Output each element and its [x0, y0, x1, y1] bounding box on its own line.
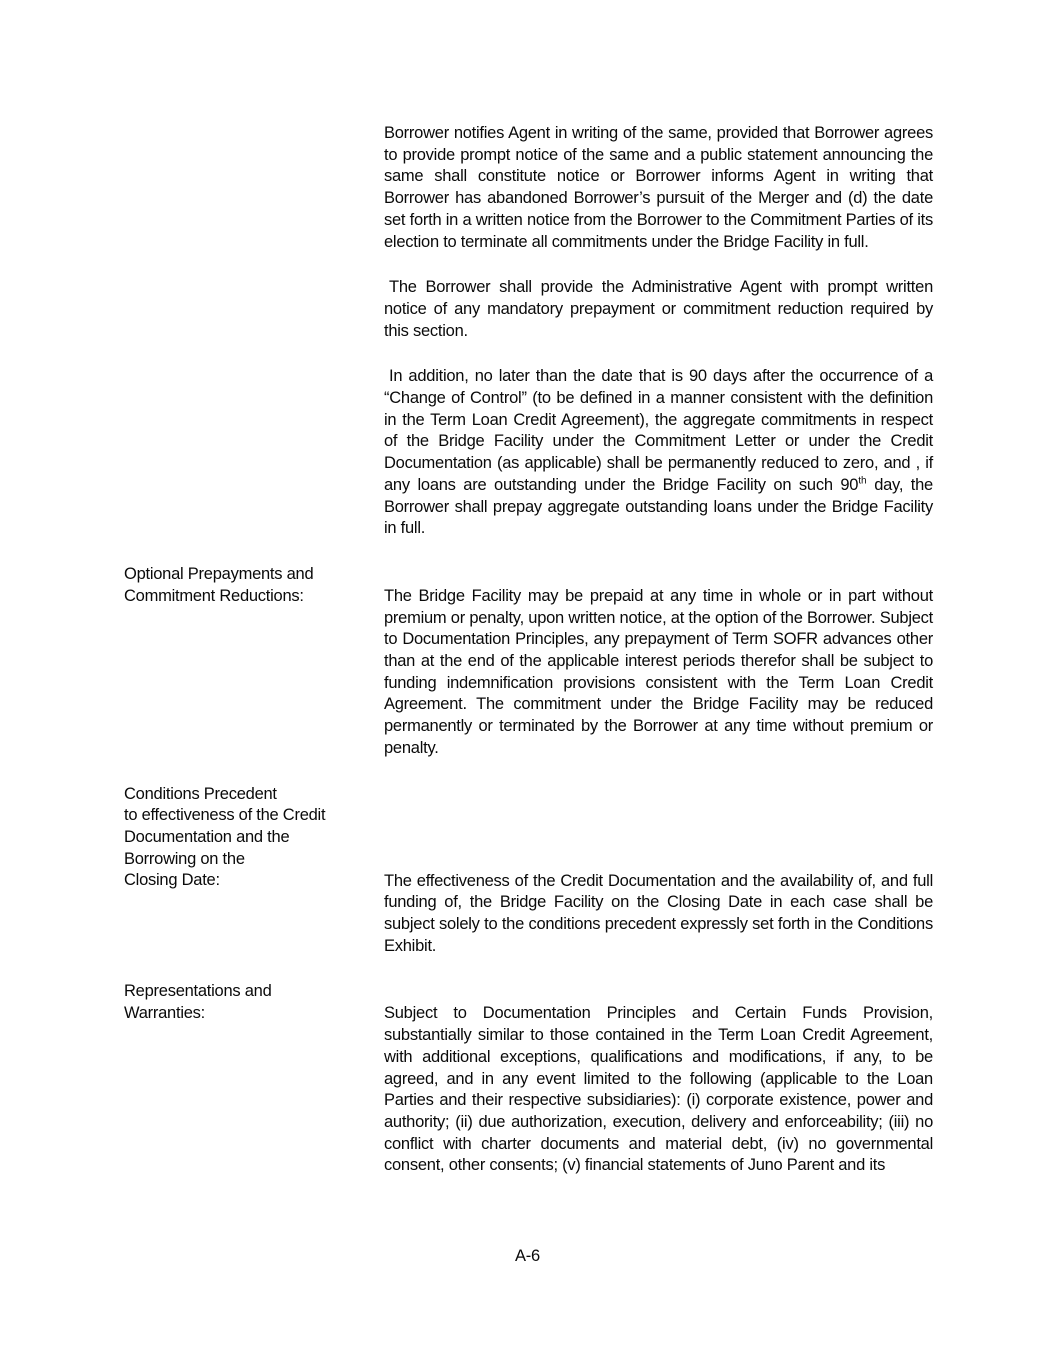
section-body [384, 123, 933, 540]
term-label-conditions-precedent [124, 784, 384, 958]
section-body [384, 981, 933, 1177]
paragraph-conditions-precedent: The effectiveness of the Credit Documentation and the availability of, and full funding of, the Bridge Facility on the Closing Date in each case shall be subject solely to the conditions precedent expressly set forth in the Conditions Exhibit. [384, 871, 933, 955]
term-label-line: to effectiveness of the Credit [124, 806, 326, 825]
section-conditions-precedent [124, 784, 933, 958]
section-body [384, 564, 933, 760]
paragraph-admin-agent-notice: The Borrower shall provide the Administrative Agent with prompt written notice of any mandatory prepayment or commitment reduction required by this section. [384, 278, 933, 340]
page-footer [0, 1246, 1055, 1268]
term-label-line: Representations and [124, 982, 272, 1001]
term-label-empty [124, 123, 384, 540]
term-label-line: Conditions Precedent [124, 784, 277, 803]
term-label-line: Commitment Reductions: [124, 586, 304, 605]
paragraph-text-run: In addition, no later than the date that is 90 days after the occurrence of a “Change of Control” (to be defined in a manner consistent with the definition in the Term Loan Credit Agreement), the aggregate commitments in respect of the Bridge Facility under the Commitment Letter or under the Credit Documentation (as applicable) shall be permanently reduced to zero, and , if any loans are outstanding under the Bridge Facility on such 90 [384, 367, 933, 494]
term-label-line: Borrowing on the [124, 849, 245, 868]
paragraph-change-of-control [384, 366, 933, 540]
term-label-line: Warranties: [124, 1004, 205, 1023]
term-label-line: Optional Prepayments and [124, 564, 314, 583]
term-label-line: Closing Date: [124, 871, 220, 890]
paragraph-text-run: day, the Borrower shall prepay aggregate outstanding loans under the Bridge Facility in full. [384, 475, 933, 538]
superscript-th: th [858, 475, 867, 487]
paragraph-optional-prepayments: The Bridge Facility may be prepaid at any time in whole or in part without premium or penalty, upon written notice, at the option of the Borrower. Subject to Documentation Principles, any prepayment of Term SOFR advances other than at the end of the applicable interest periods therefor shall be subject to funding indemnification provisions consistent with the Term Loan Credit Agreement. The commitment under the Bridge Facility may be reduced permanently or terminated by the Borrower at any time without premium or penalty. [384, 586, 933, 757]
page-number: A-6 [515, 1247, 540, 1265]
section-body [384, 784, 933, 958]
paragraph-representations: Subject to Documentation Principles and Certain Funds Provision, substantially similar to those contained in the Term Loan Credit Agreement, with additional exceptions, qualifications and modifications, if any, to be agreed, and in any event limited to the following (applicable to the Loan Parties and their respective subsidiaries): (i) corporate existence, power and authority; (ii) due authorization, execution, delivery and enforceability; (iii) no conflict with charter documents and material debt, (iv) no governmental consent, other consents; (v) financial statements of Juno Parent and its [384, 1004, 933, 1175]
section-representations-warranties [124, 981, 933, 1177]
section-optional-prepayments [124, 564, 933, 760]
section-prepayment-continuation [124, 123, 933, 540]
term-label-optional-prepayments [124, 564, 384, 760]
term-label-representations [124, 981, 384, 1177]
term-label-line: Documentation and the [124, 827, 290, 846]
paragraph-borrower-notice: Borrower notifies Agent in writing of the same, provided that Borrower agrees to provide prompt notice of the same and a public statement announcing the same shall constitute notice or Borrower informs Agent in writing that Borrower has abandoned Borrower’s pursuit of the Merger and (d) the date set forth in a written notice from the Borrower to the Commitment Parties of its election to terminate all commitments under the Bridge Facility in full. [384, 124, 933, 251]
term-sheet-content [124, 123, 933, 1201]
